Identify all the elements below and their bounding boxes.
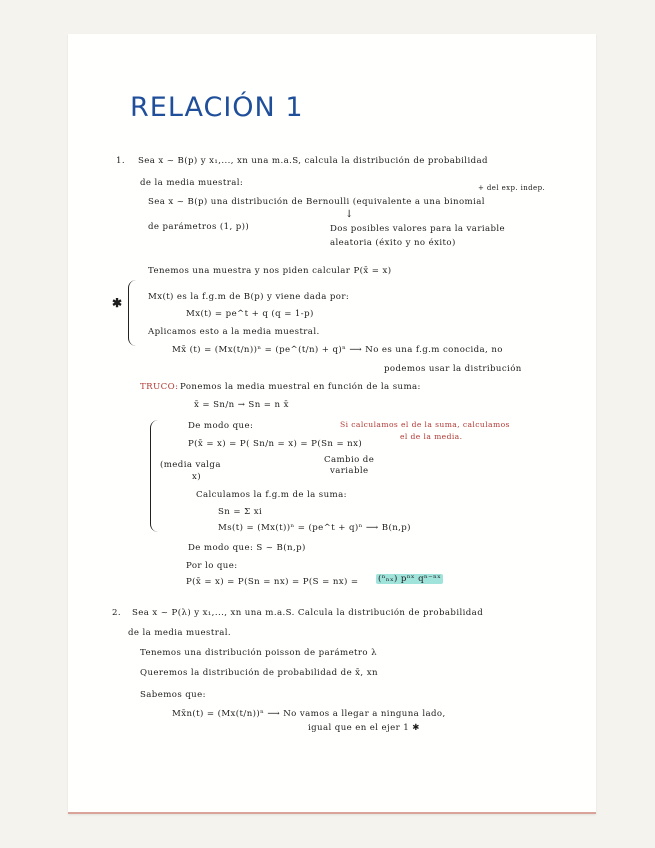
- sum-definition: Sn = Σ xi: [218, 507, 263, 517]
- poisson-line: Tenemos una distribución poisson de parámetro λ: [140, 648, 377, 658]
- calculate-sum-line: Calculamos la f.g.m de la suma:: [196, 490, 347, 500]
- sample-line: Tenemos una muestra y nos piden calcular P(x̄ = x): [148, 266, 392, 276]
- cambio-label: Cambio de: [324, 455, 375, 465]
- left-brace: [128, 280, 137, 346]
- page-title: RELACIÓN 1: [130, 92, 304, 123]
- truco-label: TRUCO:: [140, 382, 179, 392]
- star-icon: ✱: [112, 296, 123, 310]
- sabemos-que: Sabemos que:: [140, 690, 206, 700]
- poisson-mgf-line-2: igual que en el ejer 1 ✱: [308, 723, 420, 733]
- binomial-conclusion: De modo que: S ~ B(n,p): [188, 543, 306, 553]
- mgf-mean-line: Mx̄ (t) = (Mx(t/n))ⁿ = (pe^(t/n) + q)ⁿ ⟶ No es una f.g.m conocida, no: [172, 345, 503, 355]
- media-valga: (media valga: [160, 460, 221, 470]
- mean-sum-relation: x̄ = Sn/n → Sn = n x̄: [194, 400, 289, 410]
- red-note-2: el de la media.: [400, 432, 463, 441]
- sum-mgf-line: Ms(t) = (Mx(t))ⁿ = (pe^t + q)ⁿ ⟶ B(n,p): [218, 523, 411, 533]
- media-valga-x: x): [192, 472, 201, 482]
- problem-1-statement-line-2: de la media muestral:: [140, 178, 244, 188]
- fgm-formula: Mx(t) = pe^t + q (q = 1-p): [186, 309, 314, 319]
- desired-distribution-line: Queremos la distribución de probabilidad de x̄, xn: [140, 668, 378, 678]
- variable-label: variable: [330, 466, 369, 476]
- fgm-line: Mx(t) es la f.g.m de B(p) y viene dada por:: [148, 292, 350, 302]
- de-modo-que-line: De modo que:: [188, 421, 254, 431]
- values-line: Dos posibles valores para la variable: [330, 224, 506, 234]
- problem-1-statement-line-1: Sea x ~ B(p) y x₁,..., xn una m.a.S, calcula la distribución de probabilidad: [138, 156, 488, 166]
- problem-2-statement-line-2: de la media muestral.: [128, 628, 232, 638]
- bernoulli-line: Sea x ~ B(p) una distribución de Bernoulli (equivalente a una binomial: [148, 197, 485, 207]
- highlighted-result: (ⁿₙₓ) pⁿˣ qⁿ⁻ⁿˣ: [378, 574, 442, 584]
- mgf-mean-line-2: podemos usar la distribución: [384, 364, 522, 374]
- problem-2-statement-line-1: Sea x ~ P(λ) y x₁,..., xn una m.a.S. Calcula la distribución de probabilidad: [132, 608, 484, 618]
- probability-line: P(x̄ = x) = P( Sn/n = x) = P(Sn = nx): [188, 439, 363, 449]
- left-brace-2: [150, 420, 159, 532]
- margin-note: + del exp. indep.: [478, 184, 546, 192]
- values-line-2: aleatoria (éxito y no éxito): [330, 238, 456, 248]
- final-probability: P(x̄ = x) = P(Sn = nx) = P(S = nx) =: [186, 577, 359, 587]
- red-note-1: Si calculamos el de la suma, calculamos: [340, 420, 510, 429]
- truco-text: Ponemos la media muestral en función de la suma:: [180, 382, 421, 392]
- apply-line: Aplicamos esto a la media muestral.: [148, 327, 320, 337]
- poisson-mgf-line: Mx̄n(t) = (Mx(t/n))ⁿ ⟶ No vamos a llegar a ninguna lado,: [172, 709, 446, 719]
- parameters-line: de parámetros (1, p)): [148, 222, 250, 232]
- problem-2-number: 2.: [112, 608, 121, 618]
- problem-1-number: 1.: [116, 156, 125, 166]
- down-arrow-icon: ↓: [345, 209, 354, 220]
- por-lo-que: Por lo que:: [186, 561, 238, 571]
